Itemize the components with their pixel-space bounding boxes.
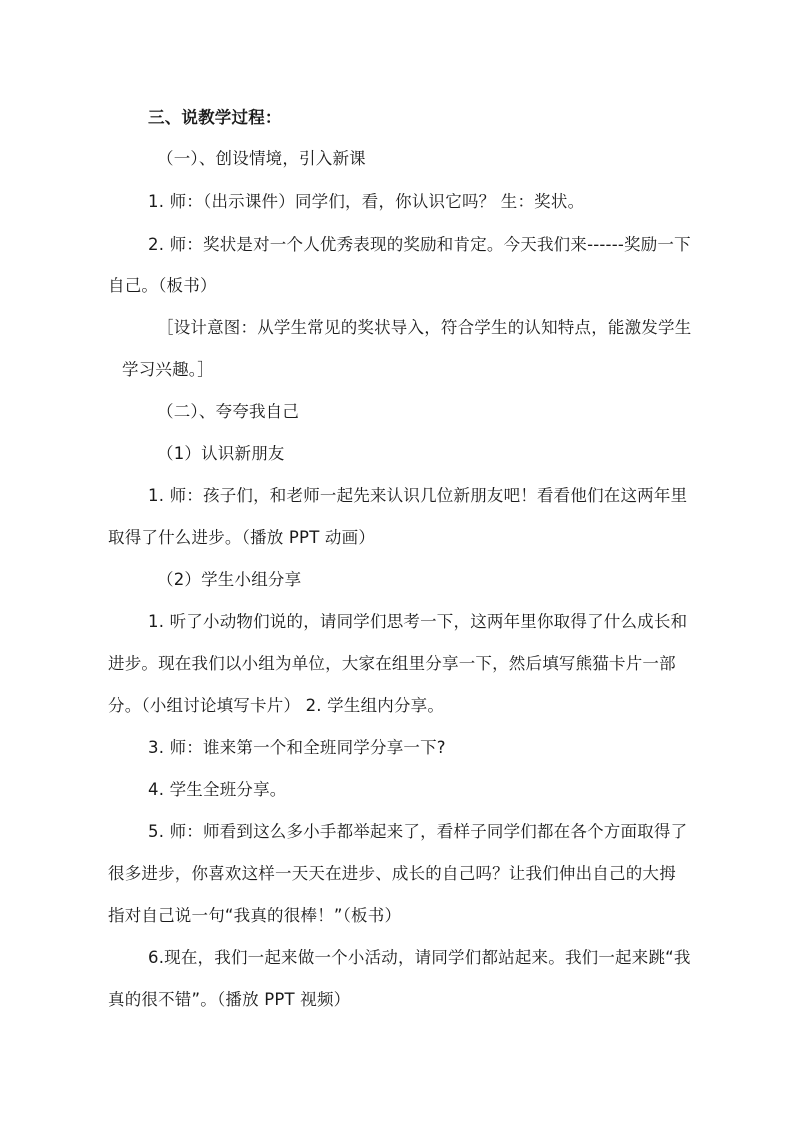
paragraph-line: 1. 听了小动物们说的，请同学们思考一下，这两年里你取得了什么成长和 <box>148 612 688 631</box>
design-intent-line: 学习兴趣。］ <box>122 360 214 379</box>
subsection-heading-2: （二）、夸夸我自己 <box>157 402 300 421</box>
paragraph-line: 自己。（板书） <box>108 276 217 295</box>
paragraph-line: 3. 师：谁来第一个和全班同学分享一下? <box>148 738 446 757</box>
paragraph-line: 很多进步，你喜欢这样一天天在进步、成长的自己吗？让我们伸出自己的大拇 <box>108 864 676 883</box>
paragraph-line: 取得了什么进步。（播放 PPT 动画） <box>108 528 376 547</box>
paragraph-line: 5. 师：师看到这么多小手都举起来了，看样子同学们都在各个方面取得了 <box>148 822 688 841</box>
paragraph-line: 6.现在，我们一起来做一个小活动，请同学们都站起来。我们一起来跳“我 <box>148 948 691 967</box>
paragraph-line: 进步。现在我们以小组为单位，大家在组里分享一下，然后填写熊猫卡片一部 <box>108 654 676 673</box>
paragraph-line: 1. 师：（出示课件）同学们，看，你认识它吗？ 生：奖状。 <box>148 192 585 211</box>
subsection-heading-1: （一）、创设情境，引入新课 <box>157 149 366 168</box>
paragraph-line: 1. 师：孩子们，和老师一起先来认识几位新朋友吧！看看他们在这两年里 <box>148 486 688 505</box>
paragraph-line: 分。（小组讨论填写卡片） 2. 学生组内分享。 <box>108 696 445 715</box>
sub-item-heading-2: （2）学生小组分享 <box>157 570 302 589</box>
paragraph-line: 2. 师：奖状是对一个人优秀表现的奖励和肯定。今天我们来------奖励一下 <box>148 235 691 254</box>
design-intent-line: ［设计意图：从学生常见的奖状导入，符合学生的认知特点，能激发学生 <box>157 318 692 337</box>
paragraph-line: 4. 学生全班分享。 <box>148 780 287 799</box>
paragraph-line: 指对自己说一句“我真的很棒！”（板书） <box>108 906 402 925</box>
sub-item-heading-1: （1）认识新朋友 <box>157 444 285 463</box>
paragraph-line: 真的很不错”。（播放 PPT 视频） <box>108 990 351 1009</box>
section-heading: 三、说教学过程： <box>148 108 282 127</box>
